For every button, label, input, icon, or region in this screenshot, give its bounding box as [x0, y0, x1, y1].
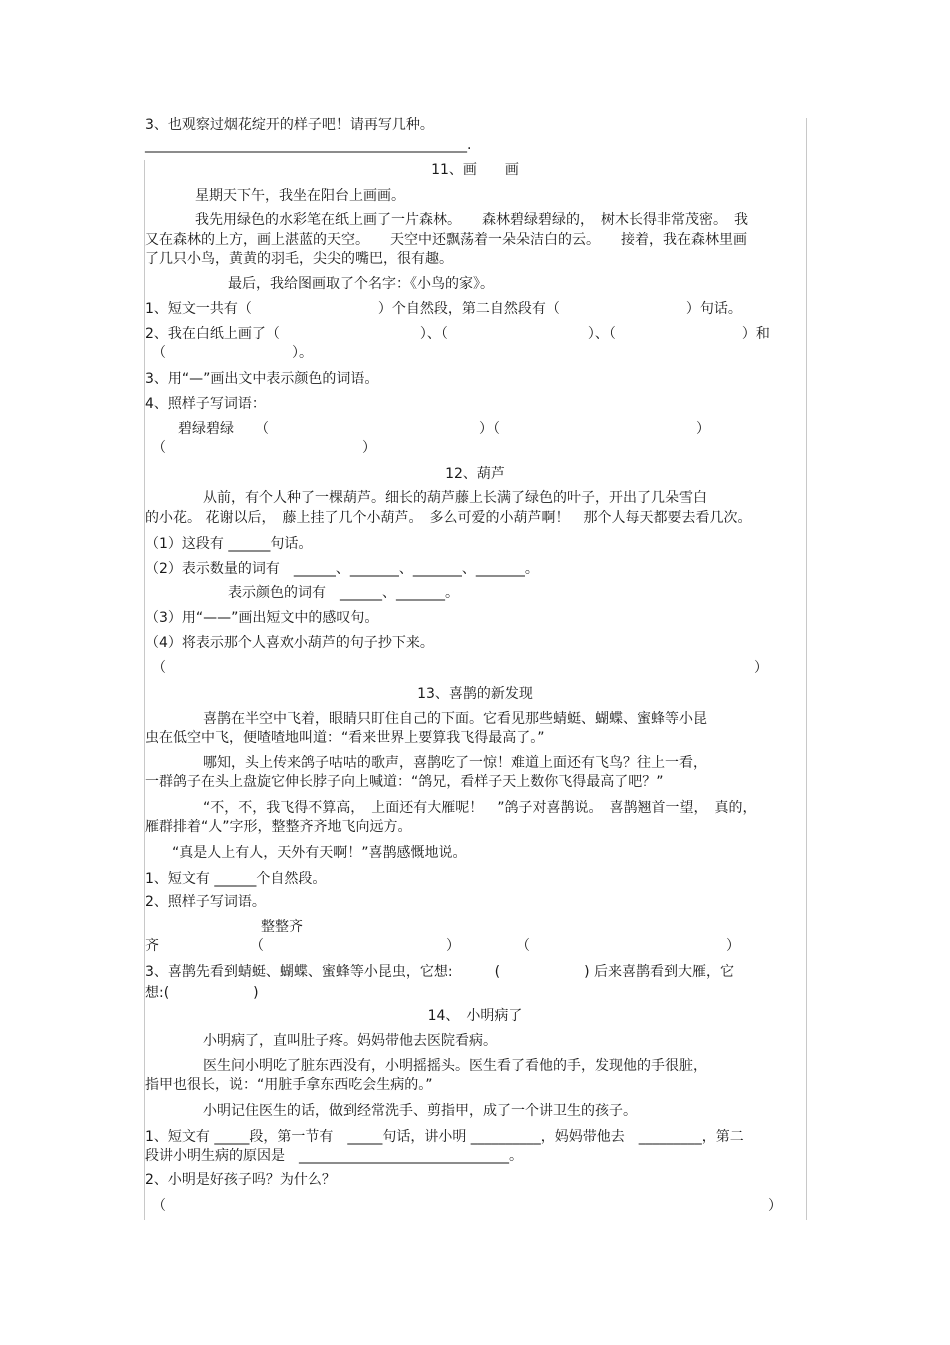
text-line: “不，不，我飞得不算高， 上面还有大雁呢！ ”鸽子对喜鹊说。 喜鹊翘首一望， 真的，	[203, 800, 757, 816]
text-line: 最后，我给图画取了个名字：《小鸟的家》。	[228, 276, 494, 292]
text-line: 又在森林的上方，画上湛蓝的天空。 天空中还飘荡着一朵朵洁白的云。 接着，我在森林里画	[145, 232, 747, 248]
question: 3、喜鹊先看到蜻蜓、蝴蝶、蜜蜂等小昆虫，它想: ( ) 后来喜鹊看到大雁，它	[145, 964, 734, 980]
section-14-title: 14、 小明病了	[427, 1008, 523, 1024]
text-line: 从前，有个人种了一棵葫芦。细长的葫芦藤上长满了绿色的叶子，开出了几朵雪白	[203, 490, 707, 506]
question: 2、照样子写词语。	[145, 894, 266, 910]
question: 表示颜色的词有 ______、_______。	[228, 585, 459, 601]
question: 齐 （ ） （ ）	[145, 938, 740, 954]
right-margin-line	[806, 118, 807, 1220]
question: （2）表示数量的词有 ______、_______、_______、_______。	[145, 561, 539, 577]
question: 1、短文一共有（ ）个自然段，第二自然段有（ ）句话。	[145, 301, 742, 317]
text-line: 的小花。 花谢以后， 藤上挂了几个小葫芦。 多么可爱的小葫芦啊！ 那个人每天都要去看几次。	[145, 510, 752, 526]
question: 整整齐	[261, 919, 303, 935]
question: （ ）	[152, 440, 376, 456]
answer-blank: （ ）	[152, 1198, 782, 1214]
question: 碧绿碧绿 （ ）（ ）	[178, 421, 710, 437]
text-line: 雁群排着“人”字形，整整齐齐地飞向远方。	[145, 819, 412, 835]
question: 1、短文有 _____段，第一节有 _____句话，讲小明 __________，妈妈带他去 _________，第二	[145, 1129, 744, 1145]
question: （3）用“——”画出短文中的感叹句。	[145, 610, 379, 626]
text-line: 指甲也很长，说：“用脏手拿东西吃会生病的。”	[145, 1077, 433, 1093]
question: 想:( )	[145, 985, 259, 1001]
question: 4、照样子写词语：	[145, 396, 266, 412]
section-12-title: 12、葫芦	[445, 466, 505, 482]
answer-blank: （ ）	[152, 660, 768, 676]
text-line: 喜鹊在半空中飞着，眼睛只盯住自己的下面。它看见那些蜻蜓、蝴蝶、蜜蜂等小昆	[203, 711, 707, 727]
text-line: “真是人上有人，天外有天啊！”喜鹊感慨地说。	[172, 845, 467, 861]
text-line: 小明记住医生的话，做到经常洗手、剪指甲，成了一个讲卫生的孩子。	[203, 1103, 637, 1119]
question: （4）将表示那个人喜欢小葫芦的句子抄下来。	[145, 635, 434, 651]
answer-line: ______________________________________________.	[145, 137, 472, 153]
text-line: 哪知，头上传来鸽子咕咕的歌声，喜鹊吃了一惊！难道上面还有飞鸟？往上一看，	[203, 755, 707, 771]
question: 段讲小明生病的原因是 ______________________________。	[145, 1148, 523, 1164]
question: （ ）。	[152, 345, 313, 361]
question: 2、小明是好孩子吗？为什么？	[145, 1172, 336, 1188]
question: 3、用“—”画出文中表示颜色的词语。	[145, 371, 379, 387]
text-line: 一群鸽子在头上盘旋它伸长脖子向上喊道：“鸽兄，看样子天上数你飞得最高了吧？”	[145, 774, 664, 790]
text-line: 虫在低空中飞，便喳喳地叫道：“看来世界上要算我飞得最高了。”	[145, 730, 545, 746]
text-line: 星期天下午，我坐在阳台上画画。	[195, 188, 405, 204]
question: （1）这段有 ______句话。	[145, 536, 313, 552]
section-13-title: 13、喜鹊的新发现	[417, 686, 533, 702]
question: 1、短文有 ______个自然段。	[145, 871, 327, 887]
text-line: 了几只小鸟，黄黄的羽毛，尖尖的嘴巴，很有趣。	[145, 251, 453, 267]
text-line: 小明病了，直叫肚子疼。妈妈带他去医院看病。	[203, 1033, 497, 1049]
text-line: 医生问小明吃了脏东西没有，小明摇摇头。医生看了看他的手，发现他的手很脏，	[203, 1058, 707, 1074]
text-line: 我先用绿色的水彩笔在纸上画了一片森林。 森林碧绿碧绿的， 树木长得非常茂密。 我	[195, 212, 748, 228]
section-11-title: 11、画 画	[431, 162, 519, 178]
question: 2、我在白纸上画了（ ）、（ ）、（ ）和	[145, 326, 770, 342]
q3-fireworks: 3、也观察过烟花绽开的样子吧！请再写几种。	[145, 117, 434, 133]
